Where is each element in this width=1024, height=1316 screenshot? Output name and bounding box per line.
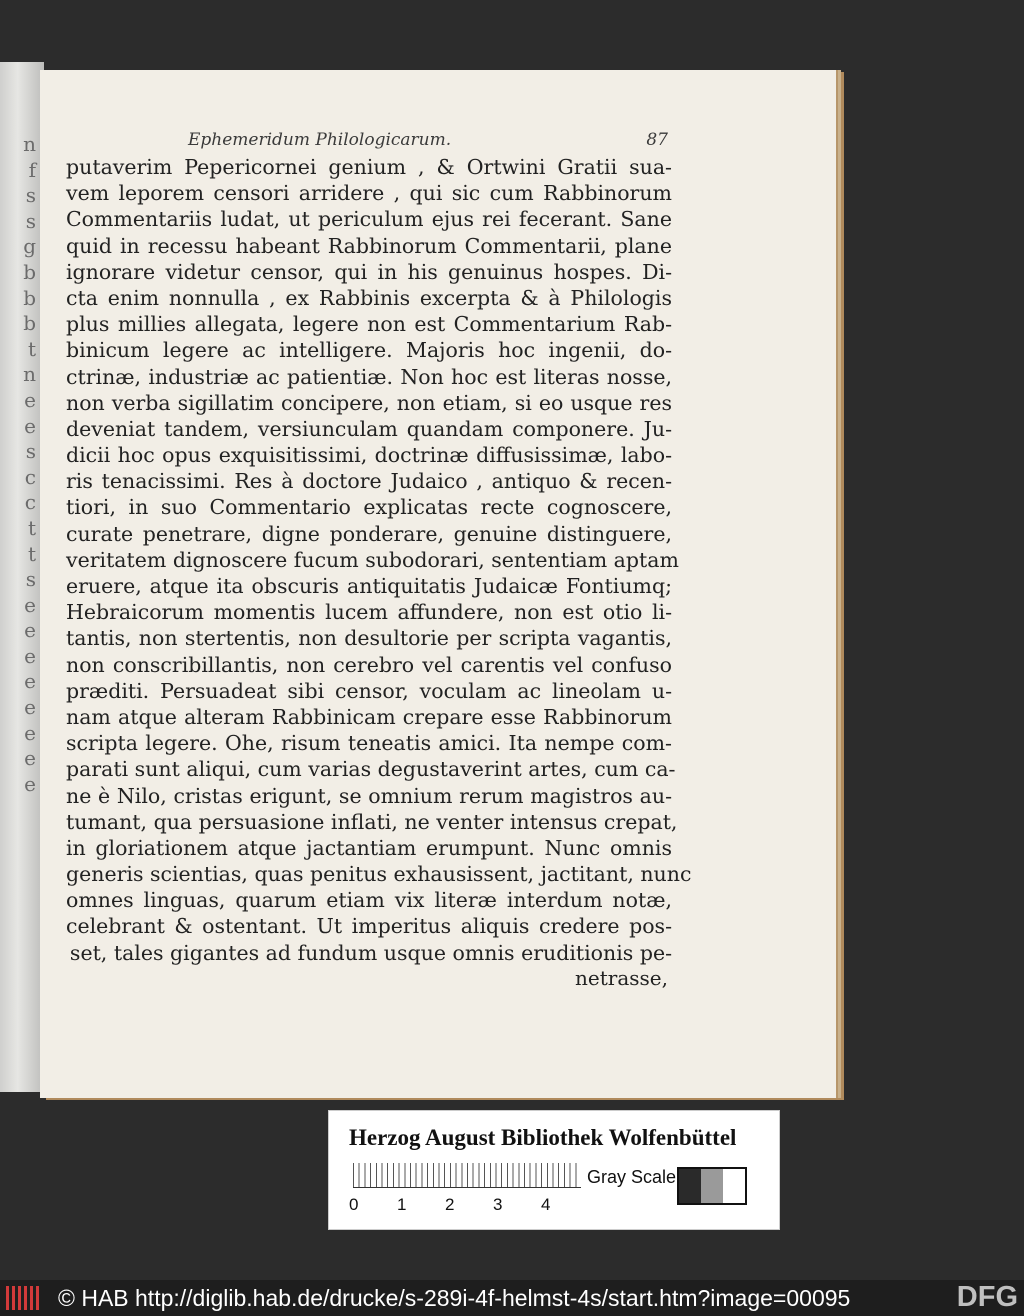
left-page-glyph: e <box>24 618 36 643</box>
left-page-glyph: t <box>27 541 36 566</box>
running-head <box>188 130 668 150</box>
running-head-title: Ephemeridum Philologicarum. <box>188 130 452 150</box>
text-line: tumant, qua persuasione inflati, ne venter intensus crepat, <box>66 809 678 834</box>
footer-source-link[interactable]: © HAB http://diglib.hab.de/drucke/s-289i-4f-helmst-4s/start.htm?image=00095 <box>58 1285 851 1311</box>
left-page-glyph: e <box>24 643 36 668</box>
gray-swatch <box>723 1169 745 1203</box>
text-line: binicum legere ac intelligere. Majoris hoc ingenii, do- <box>66 338 672 363</box>
left-page-glyph: c <box>24 464 36 489</box>
text-line: generis scientias, quas penitus exhausissent, jactitant, nunc <box>66 862 692 887</box>
scale-ruler <box>353 1163 581 1188</box>
body-text <box>66 154 692 966</box>
left-page-glyph: s <box>25 183 36 208</box>
gray-swatch <box>679 1169 701 1203</box>
text-line: Commentariis ludat, ut periculum ejus rei fecerant. Sane <box>66 207 672 232</box>
left-page-glyph: s <box>25 208 36 233</box>
text-line: putaverim Pepericornei genium , & Ortwini Gratii sua- <box>66 155 672 179</box>
page-number: 87 <box>646 130 668 150</box>
text-line: parati sunt aliqui, cum varias degustaverint artes, cum ca- <box>66 757 676 782</box>
text-line: ctrinæ, industriæ ac patientiæ. Non hoc est literas nosse, <box>66 364 672 389</box>
left-page-glyph: e <box>24 413 36 438</box>
text-line: non conscribillantis, non cerebro vel carentis vel confuso <box>66 652 672 677</box>
text-line: eruere, atque ita obscuris antiquitatis Judaicæ Fontiumq; <box>66 574 672 598</box>
ruler-number: 1 <box>397 1195 407 1214</box>
ruler-number: 0 <box>349 1195 359 1214</box>
text-line: non verba sigillatim concipere, non etiam, si eo usque res <box>66 390 672 415</box>
text-line: curate penetrare, digne ponderare, genuine distinguere, <box>66 521 672 546</box>
left-page-glyph: e <box>24 387 36 412</box>
library-label-title: Herzog August Bibliothek Wolfenbüttel <box>349 1125 737 1150</box>
text-line: tantis, non stertentis, non desultorie per scripta vagantis, <box>66 626 672 651</box>
ruler-number: 2 <box>445 1195 455 1214</box>
left-page-glyph: n <box>23 132 36 156</box>
text-line: ris tenacissimi. Res à doctore Judaico , antiquo & recen- <box>66 469 672 494</box>
gray-scale-swatch <box>677 1167 747 1205</box>
left-page-glyph: s <box>25 439 36 464</box>
text-line: ne è Nilo, cristas erigunt, se omnium rerum magistros au- <box>66 783 672 808</box>
text-line: præditi. Persuadeat sibi censor, voculam ac lineolam u- <box>66 678 672 703</box>
catchword: netrasse, <box>575 966 668 990</box>
left-page-glyph: e <box>24 669 36 694</box>
ruler-number: 3 <box>493 1195 503 1214</box>
left-page-glyph: b <box>23 285 36 310</box>
left-page-glyph: t <box>27 515 36 540</box>
text-line: plus millies allegata, legere non est Commentarium Rab- <box>66 312 672 337</box>
text-line: scripta legere. Ohe, risum teneatis amici. Ita nempe com- <box>66 731 672 756</box>
text-line: veritatem dignoscere fucum subodorari, sententiam aptam <box>66 547 679 572</box>
hab-logo-icon <box>6 1286 42 1310</box>
gray-swatch <box>701 1169 723 1203</box>
text-line: deveniat tandem, versiunculam quandam componere. Ju- <box>66 416 672 441</box>
text-line: dicii hoc opus exquisitissimi, doctrinæ diffusissimæ, labo- <box>66 443 672 468</box>
text-line: ignorare videtur censor, qui in his genuinus hospes. Di- <box>66 259 672 284</box>
left-page-glyph: e <box>24 746 36 771</box>
ruler-numbers <box>349 1195 589 1215</box>
left-page-sliver <box>0 62 40 1092</box>
text-line: vem leporem censori arridere , qui sic cum Rabbinorum <box>66 181 672 206</box>
left-page-glyph: b <box>23 259 36 284</box>
text-line: nam atque alteram Rabbinicam crepare esse Rabbinorum <box>66 704 672 729</box>
left-page-glyph: t <box>27 336 36 361</box>
dfg-logo: DFG <box>953 1281 1018 1314</box>
text-line: cta enim nonnulla , ex Rabbinis excerpta & à Philologis <box>66 285 672 310</box>
left-page-glyph: f <box>28 157 36 182</box>
left-page-glyph: e <box>24 720 36 745</box>
gray-scale-label: Gray Scale <box>587 1167 677 1187</box>
text-line: quid in recessu habeant Rabbinorum Commentarii, plane <box>66 233 672 258</box>
ruler-number: 4 <box>541 1195 551 1214</box>
text-line: celebrant & ostentant. Ut imperitus aliquis credere pos- <box>66 914 672 939</box>
text-line: omnes linguas, quarum etiam vix literæ interdum notæ, <box>66 888 672 913</box>
left-page-glyph: e <box>24 695 36 720</box>
left-page-glyph: n <box>23 362 36 387</box>
text-line: Hebraicorum momentis lucem affundere, non est otio li- <box>66 600 672 625</box>
left-page-glyph: c <box>24 490 36 515</box>
footer-bar <box>0 1280 1024 1316</box>
text-line: set, tales gigantes ad fundum usque omnis eruditionis pe- <box>69 940 672 965</box>
left-page-glyph: g <box>23 234 36 259</box>
library-label-card <box>328 1110 780 1230</box>
left-page-glyph: s <box>25 567 36 592</box>
text-line: tiori, in suo Commentario explicatas recte cognoscere, <box>66 495 672 520</box>
left-page-glyph: e <box>24 592 36 617</box>
text-line: in gloriationem atque jactantiam erumpunt. Nunc omnis <box>66 835 672 860</box>
left-page-glyph: e <box>24 771 36 796</box>
left-page-glyph: b <box>23 311 36 336</box>
